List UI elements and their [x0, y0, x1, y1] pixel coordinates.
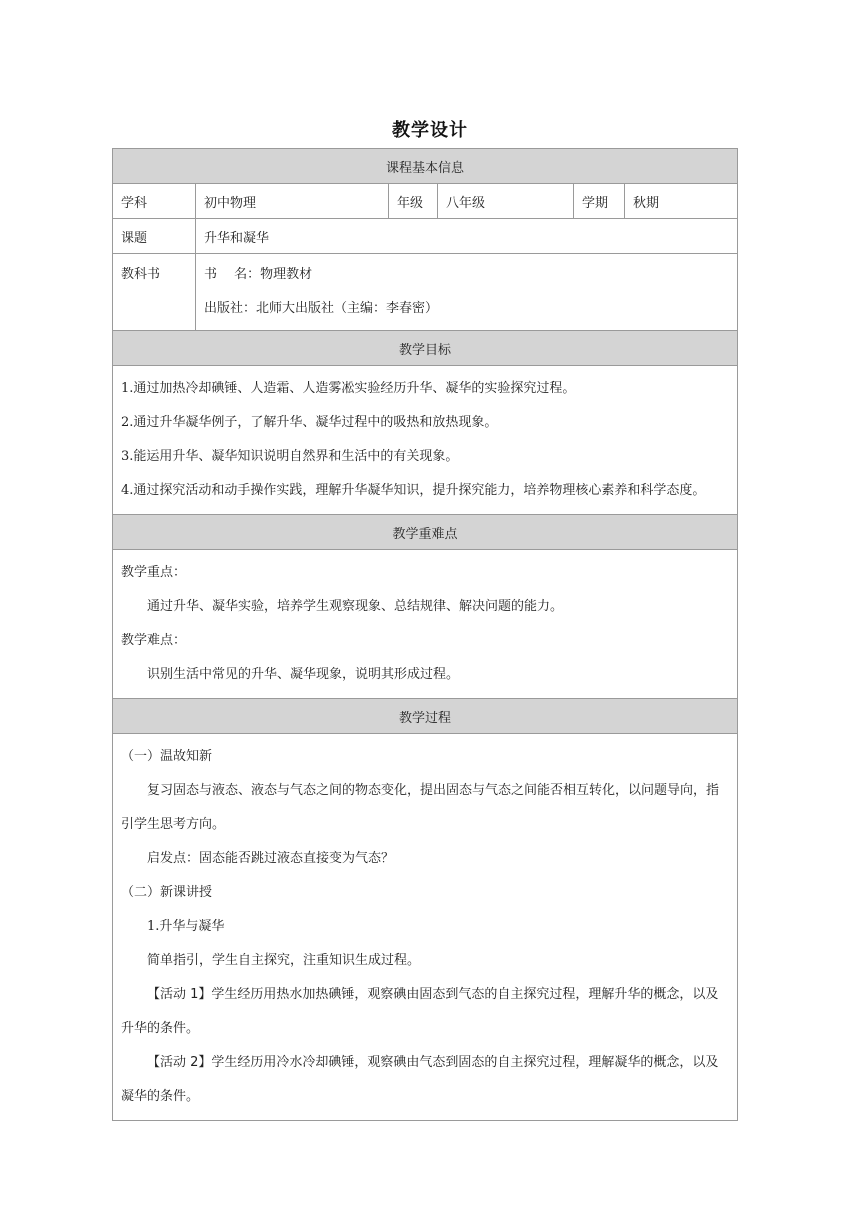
term-label: 学期 — [574, 184, 625, 219]
key-points-content — [113, 550, 738, 699]
objective-item: 4.通过探究活动和动手操作实践，理解升华凝华知识，提升探究能力，培养物理核心素养和科学态度。 — [121, 483, 706, 498]
section1-text: 复习固态与液态、液态与气态之间的物态变化，提出固态与气态之间能否相互转化，以问题导向，指引学生思考方向。 — [121, 783, 720, 832]
key-points-row — [113, 550, 738, 699]
section1-title: （一）温故知新 — [121, 749, 213, 764]
objectives-list — [113, 366, 738, 515]
activity1 — [121, 978, 729, 1046]
sub1-intro: 简单指引，学生自主探究，注重知识生成过程。 — [147, 953, 421, 968]
focus-label: 教学重点： — [121, 565, 187, 580]
objective-item: 2.通过升华凝华例子，了解升华、凝华过程中的吸热和放热现象。 — [121, 415, 498, 430]
focus-text: 通过升华、凝华实验，培养学生观察现象、总结规律、解决问题的能力。 — [147, 599, 564, 614]
textbook-label: 教科书 — [113, 254, 196, 331]
process-header-row — [113, 699, 738, 734]
textbook-row — [113, 254, 738, 331]
section2-title: （二）新课讲授 — [121, 885, 213, 900]
basic-info-header: 课程基本信息 — [113, 149, 738, 184]
objective-item: 1.通过加热冷却碘锤、人造霜、人造雾凇实验经历升华、凝华的实验探究过程。 — [121, 381, 576, 396]
textbook-value — [196, 254, 738, 331]
activity2 — [121, 1046, 729, 1114]
activity1-tag: 【活动 1】 — [147, 987, 212, 1002]
process-header: 教学过程 — [113, 699, 738, 734]
page-title: 教学设计 — [392, 120, 468, 141]
difficulty-label: 教学难点： — [121, 633, 187, 648]
objectives-row — [113, 366, 738, 515]
sub1-title: 1.升华与凝华 — [147, 919, 225, 934]
basic-info-header-row — [113, 149, 738, 184]
grade-value: 八年级 — [438, 184, 574, 219]
subject-row — [113, 184, 738, 219]
section1-hint: 启发点：固态能否跳过液态直接变为气态？ — [147, 851, 395, 866]
term-value: 秋期 — [625, 184, 738, 219]
key-points-header-row — [113, 515, 738, 550]
activity2-text: 学生经历用冷水冷却碘锤，观察碘由气态到固态的自主探究过程，理解凝华的概念，以及凝华的条件。 — [121, 1055, 719, 1104]
activity1-text: 学生经历用热水加热碘锤，观察碘由固态到气态的自主探究过程，理解升华的概念，以及升华的条件。 — [121, 987, 719, 1036]
book-name-line: 书 名：物理教材 — [204, 267, 313, 282]
subject-value: 初中物理 — [196, 184, 389, 219]
objectives-header: 教学目标 — [113, 331, 738, 366]
objectives-header-row — [113, 331, 738, 366]
topic-value: 升华和凝华 — [196, 219, 738, 254]
lesson-plan-table — [112, 148, 738, 1121]
subject-label: 学科 — [113, 184, 196, 219]
process-row — [113, 734, 738, 1121]
grade-label: 年级 — [389, 184, 438, 219]
topic-label: 课题 — [113, 219, 196, 254]
activity2-tag: 【活动 2】 — [147, 1055, 212, 1070]
publisher-line: 出版社：北师大出版社（主编：李春密） — [204, 301, 439, 316]
objective-item: 3.能运用升华、凝华知识说明自然界和生活中的有关现象。 — [121, 449, 459, 464]
key-points-header: 教学重难点 — [113, 515, 738, 550]
process-content — [113, 734, 738, 1121]
topic-row — [113, 219, 738, 254]
difficulty-text: 识别生活中常见的升华、凝华现象，说明其形成过程。 — [147, 667, 460, 682]
